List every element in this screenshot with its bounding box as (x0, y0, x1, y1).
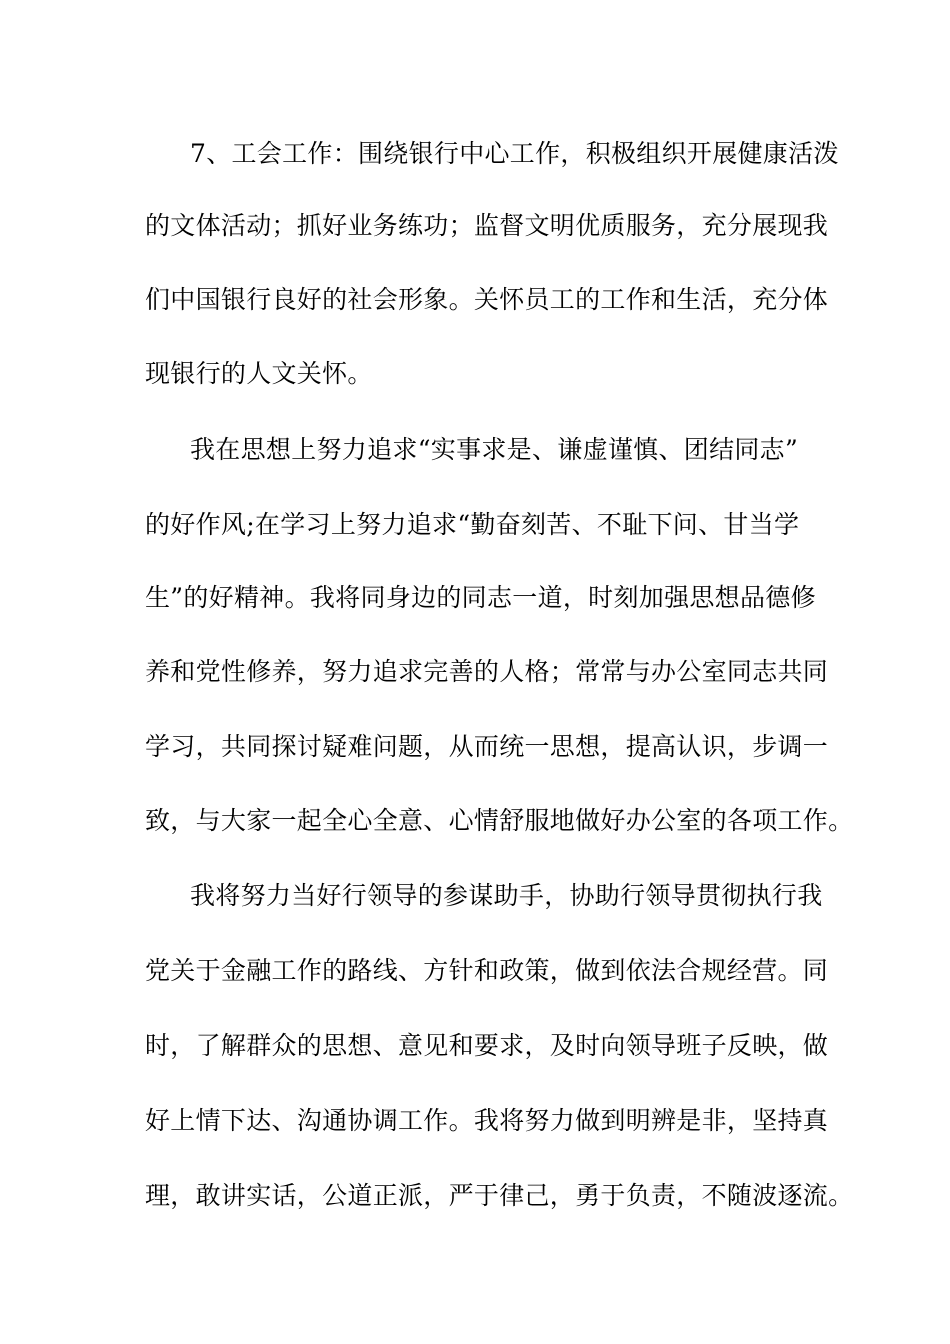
paragraph-1-line-1: 7、工会工作：围绕银行中心工作，积极组织开展健康活泼 (190, 139, 839, 168)
paragraph-1-line-2: 的文体活动；抓好业务练功；监督文明优质服务，充分展现我 (145, 211, 829, 240)
paragraph-2-line-4: 养和党性修养，努力追求完善的人格；常常与办公室同志共同 (145, 657, 829, 686)
paragraph-3-line-2: 党关于金融工作的路线、方针和政策，做到依法合规经营。同 (145, 956, 829, 985)
paragraph-1-line-3: 们中国银行良好的社会形象。关怀员工的工作和生活，充分体 (145, 285, 829, 314)
paragraph-2-line-2: 的好作风;在学习上努力追求“勤奋刻苦、不耻下问、甘当学 (145, 510, 800, 539)
paragraph-3-line-3: 时，了解群众的思想、意见和要求，及时向领导班子反映，做 (145, 1031, 829, 1060)
paragraph-2-line-1: 我在思想上努力追求“实事求是、谦虚谨慎、团结同志” (190, 435, 799, 464)
paragraph-2-line-5: 学习，共同探讨疑难问题，从而统一思想，提高认识，步调一 (145, 732, 829, 761)
paragraph-2-line-6: 致，与大家一起全心全意、心情舒服地做好办公室的各项工作。 (145, 806, 854, 835)
paragraph-1-line-4: 现银行的人文关怀。 (145, 359, 373, 388)
paragraph-3-line-4: 好上情下达、沟通协调工作。我将努力做到明辨是非，坚持真 (145, 1106, 829, 1135)
paragraph-3-line-5: 理，敢讲实话，公道正派，严于律己，勇于负责，不随波逐流。 (145, 1181, 854, 1210)
paragraph-2-line-3: 生”的好精神。我将同身边的同志一道，时刻加强思想品德修 (145, 583, 816, 612)
paragraph-3-line-1: 我将努力当好行领导的参谋助手，协助行领导贯彻执行我 (190, 881, 823, 910)
